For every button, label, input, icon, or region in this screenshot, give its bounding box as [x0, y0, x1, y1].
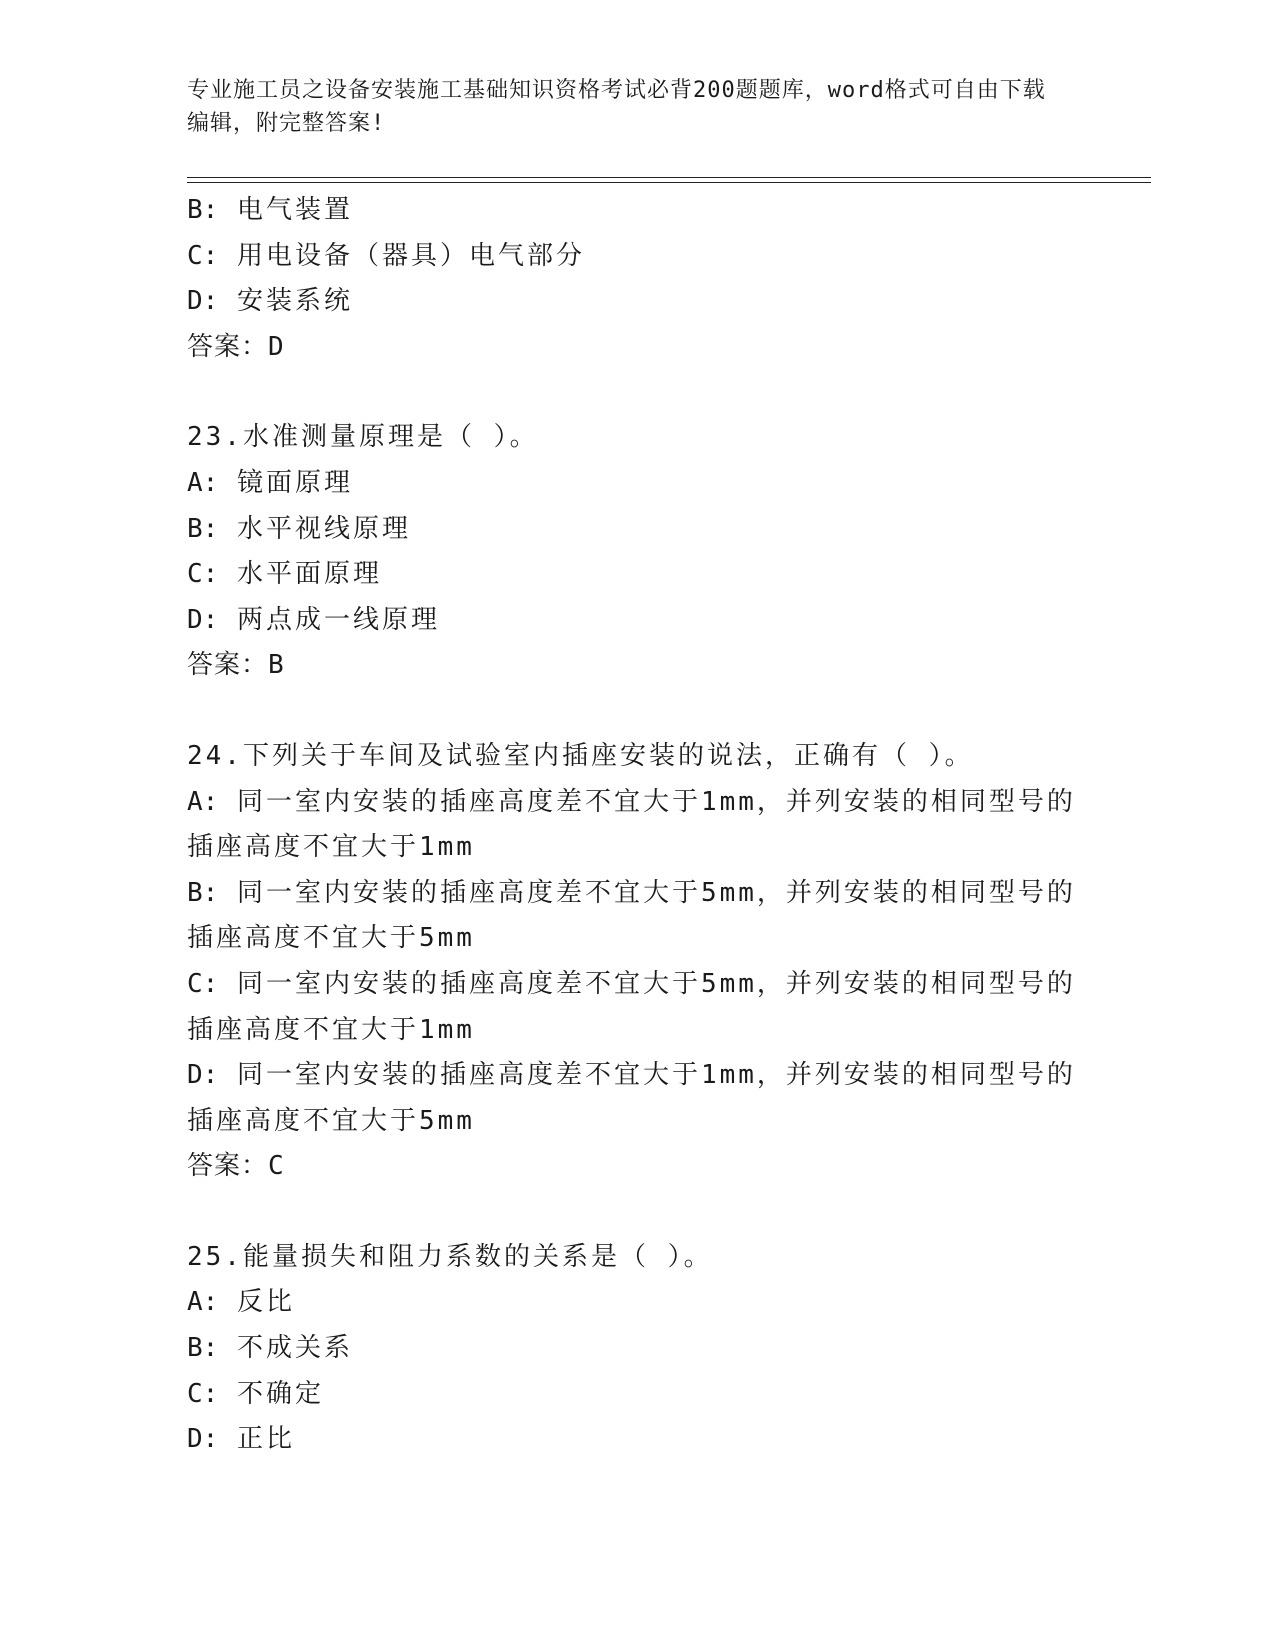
option-a: A: 镜面原理: [187, 467, 353, 498]
page-header: [187, 74, 1067, 140]
answer: 答案：D: [187, 331, 285, 362]
question-24: [187, 734, 1076, 1190]
option-a: A: 反比: [187, 1287, 295, 1318]
option-c: C: 水平面原理: [187, 559, 382, 590]
question-23: [187, 415, 1067, 689]
question-stem: 23.水准测量原理是（ ）。: [187, 422, 539, 453]
option-c: C: 用电设备（器具）电气部分: [187, 240, 585, 271]
question-stem: 25.能量损失和阻力系数的关系是（ ）。: [187, 1241, 713, 1272]
header-title: 专业施工员之设备安装施工基础知识资格考试必背200题题库，word格式可自由下载编辑，附完整答案!: [187, 78, 1046, 136]
option-d: D: 两点成一线原理: [187, 604, 440, 635]
header-rule-top: [187, 177, 1151, 178]
option-c: C: 不确定: [187, 1378, 324, 1409]
answer: 答案：B: [187, 650, 285, 681]
option-a-continued: 插座高度不宜大于1mm: [187, 832, 475, 863]
option-a: A: 同一室内安装的插座高度差不宜大于1mm，并列安装的相同型号的: [187, 786, 1076, 817]
option-b: B: 水平视线原理: [187, 513, 411, 544]
question-stem: 24.下列关于车间及试验室内插座安装的说法，正确有（ ）。: [187, 740, 974, 771]
option-b: B: 同一室内安装的插座高度差不宜大于5mm，并列安装的相同型号的: [187, 877, 1076, 908]
question-22-tail: [187, 188, 1067, 370]
option-d: D: 安装系统: [187, 286, 353, 317]
option-b: B: 电气装置: [187, 195, 353, 225]
option-b: B: 不成关系: [187, 1333, 353, 1364]
option-c-continued: 插座高度不宜大于1mm: [187, 1014, 475, 1045]
header-rule-bottom: [187, 182, 1151, 183]
question-list: [187, 188, 1076, 1463]
question-25: [187, 1235, 1067, 1463]
answer: 答案：C: [187, 1151, 285, 1182]
option-d-continued: 插座高度不宜大于5mm: [187, 1105, 475, 1136]
option-d: D: 正比: [187, 1424, 295, 1455]
option-b-continued: 插座高度不宜大于5mm: [187, 923, 475, 954]
option-d: D: 同一室内安装的插座高度差不宜大于1mm，并列安装的相同型号的: [187, 1060, 1076, 1091]
option-c: C: 同一室内安装的插座高度差不宜大于5mm，并列安装的相同型号的: [187, 968, 1076, 999]
